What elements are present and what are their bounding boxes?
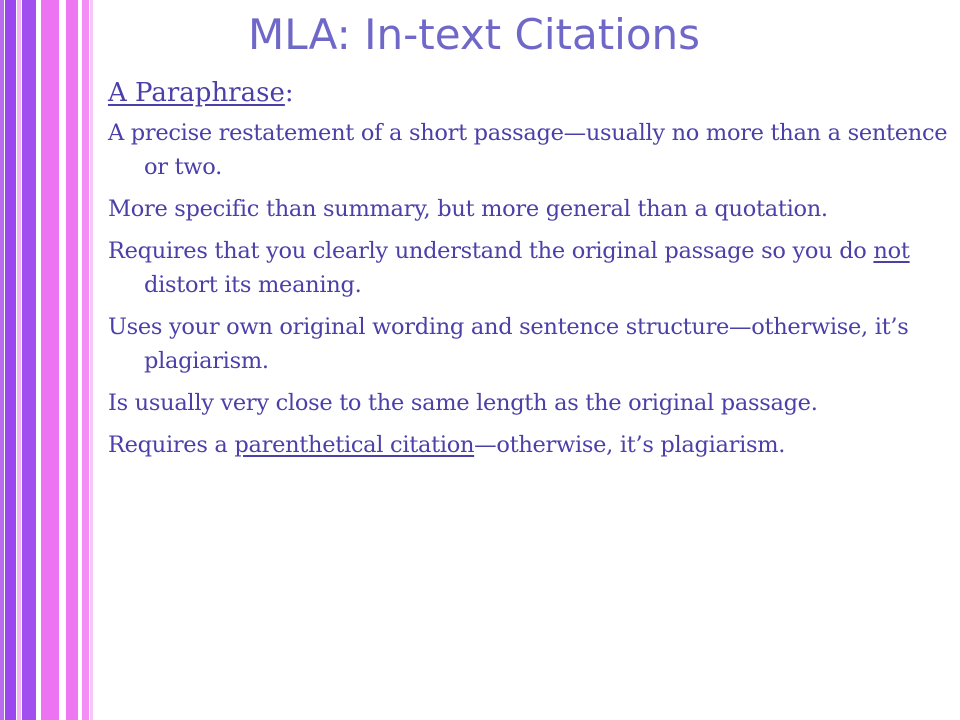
- bullet-list: [108, 116, 948, 462]
- bullet-item: [108, 310, 948, 378]
- subtitle-colon: :: [284, 78, 294, 108]
- bullet-text: Uses your own original wording and sentence structure—otherwise, it’s plagiarism.: [108, 314, 909, 374]
- bullet-text: Requires that you clearly understand the original passage so you do: [108, 238, 874, 264]
- subtitle-underlined: A Paraphrase: [108, 78, 285, 108]
- slide-body: [108, 74, 948, 470]
- bullet-item: [108, 192, 948, 226]
- slide-title: MLA: In-text Citations: [248, 10, 701, 59]
- bullet-text: —otherwise, it’s plagiarism.: [474, 432, 786, 458]
- bullet-text: Is usually very close to the same length as the original passage.: [108, 390, 818, 416]
- bullet-text: More specific than summary, but more general than a quotation.: [108, 196, 828, 222]
- bullet-text: Requires a: [108, 432, 235, 458]
- bullet-item: [108, 116, 948, 184]
- bullet-item: [108, 234, 948, 302]
- bullet-item: [108, 428, 948, 462]
- bullet-text: A precise restatement of a short passage—usually no more than a sentence or two.: [108, 120, 948, 180]
- decorative-stripes: [0, 0, 96, 720]
- slide-subtitle: [108, 74, 948, 112]
- bullet-text: distort its meaning.: [144, 272, 362, 298]
- underlined-word: not: [873, 238, 910, 264]
- bullet-item: [108, 386, 948, 420]
- underlined-phrase: parenthetical citation: [234, 432, 475, 458]
